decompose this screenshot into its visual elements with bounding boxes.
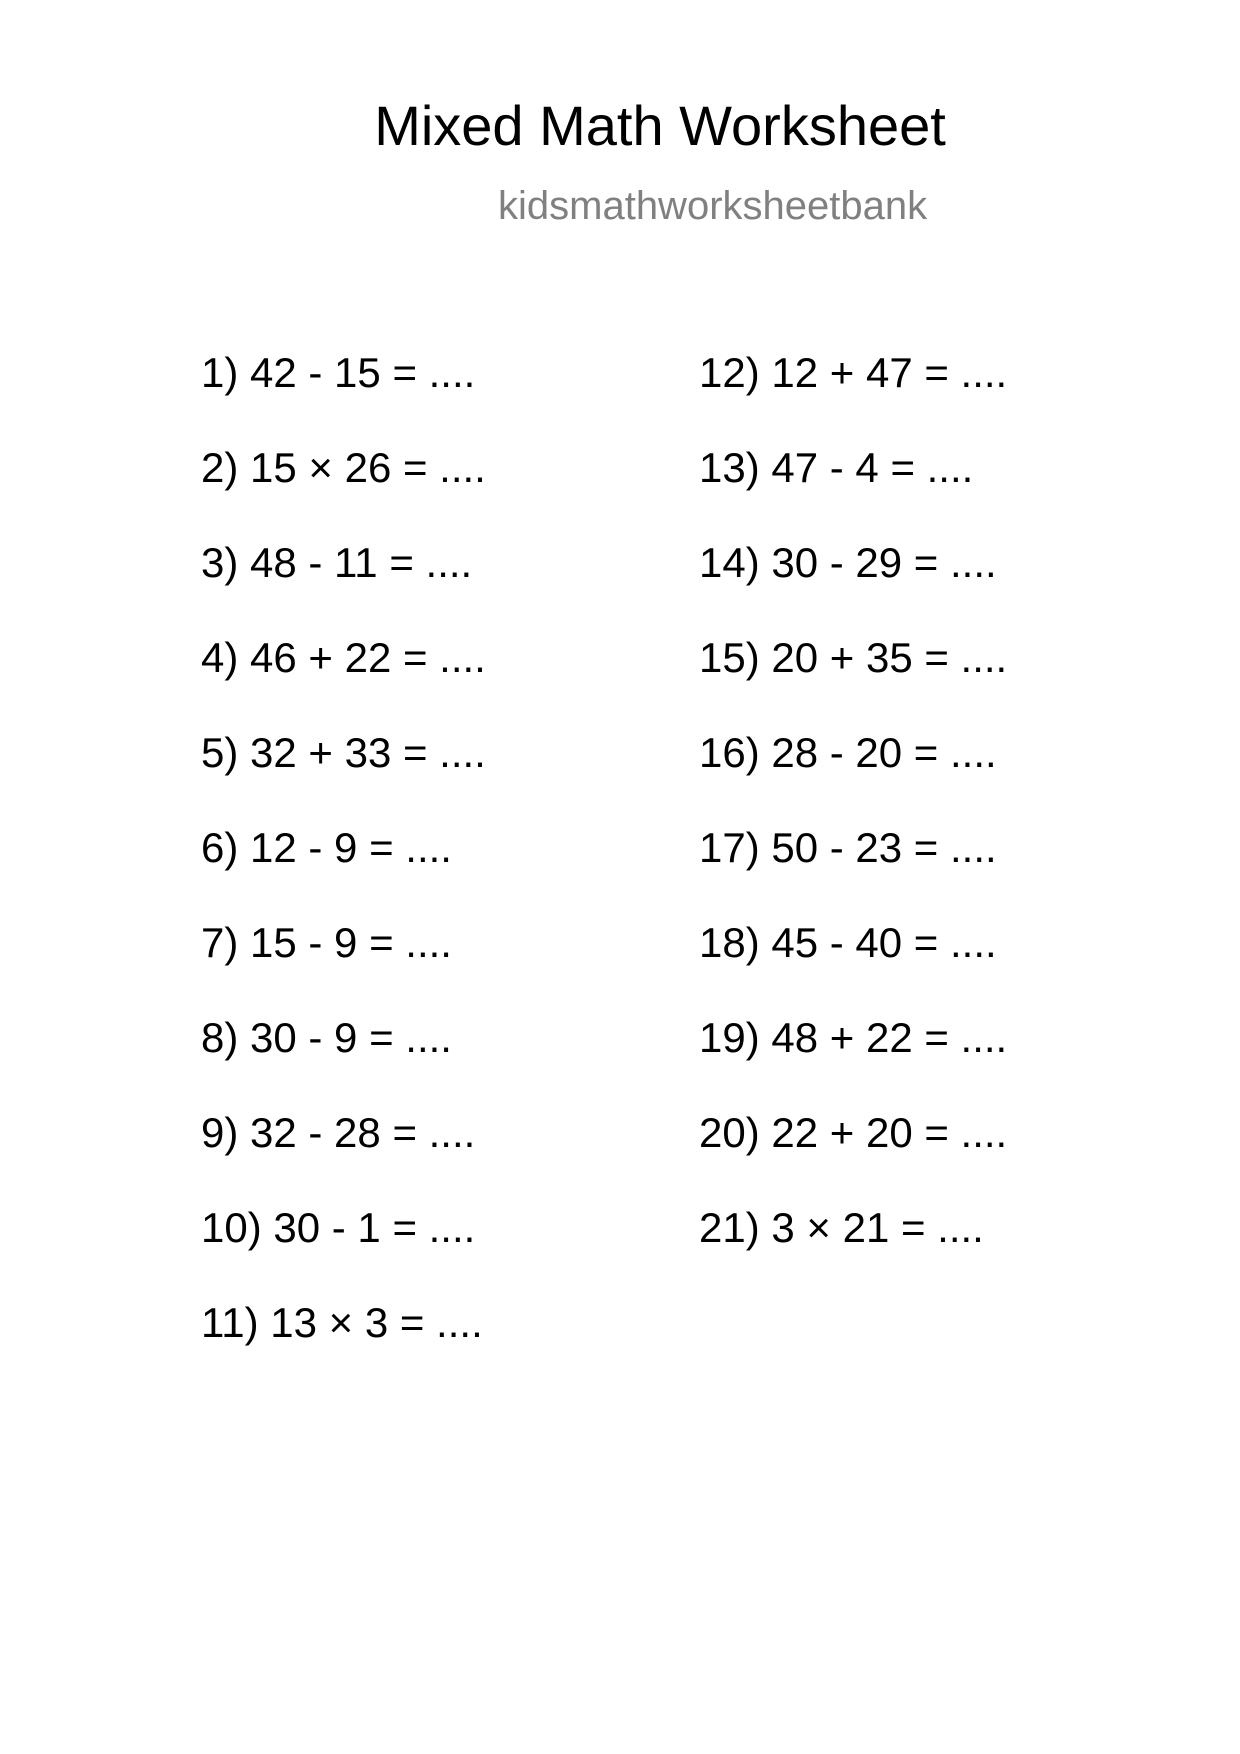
problem-9: 9) 32 - 28 = .... xyxy=(201,1109,476,1156)
problem-5: 5) 32 + 33 = .... xyxy=(201,729,486,776)
problem-8: 8) 30 - 9 = .... xyxy=(201,1014,452,1061)
problem-14: 14) 30 - 29 = .... xyxy=(699,539,997,586)
problem-18: 18) 45 - 40 = .... xyxy=(699,919,997,966)
problem-column-right xyxy=(699,349,1008,1302)
worksheet-source: kidsmathworksheetbank xyxy=(498,184,928,228)
problem-20: 20) 22 + 20 = .... xyxy=(699,1109,1008,1156)
problem-1: 1) 42 - 15 = .... xyxy=(201,349,476,396)
problem-10: 10) 30 - 1 = .... xyxy=(201,1204,476,1251)
problem-3: 3) 48 - 11 = .... xyxy=(201,539,473,586)
problem-16: 16) 28 - 20 = .... xyxy=(699,729,997,776)
problem-column-left xyxy=(201,349,486,1397)
problem-15: 15) 20 + 35 = .... xyxy=(699,634,1008,681)
problem-7: 7) 15 - 9 = .... xyxy=(201,919,452,966)
problem-2: 2) 15 × 26 = .... xyxy=(201,444,486,491)
problem-19: 19) 48 + 22 = .... xyxy=(699,1014,1008,1061)
problem-13: 13) 47 - 4 = .... xyxy=(699,444,974,491)
worksheet-title: Mixed Math Worksheet xyxy=(374,94,946,157)
problem-6: 6) 12 - 9 = .... xyxy=(201,824,452,871)
problem-11: 11) 13 × 3 = .... xyxy=(201,1299,483,1346)
problem-4: 4) 46 + 22 = .... xyxy=(201,634,486,681)
problem-17: 17) 50 - 23 = .... xyxy=(699,824,997,871)
problem-12: 12) 12 + 47 = .... xyxy=(699,349,1008,396)
problem-21: 21) 3 × 21 = .... xyxy=(699,1204,984,1251)
